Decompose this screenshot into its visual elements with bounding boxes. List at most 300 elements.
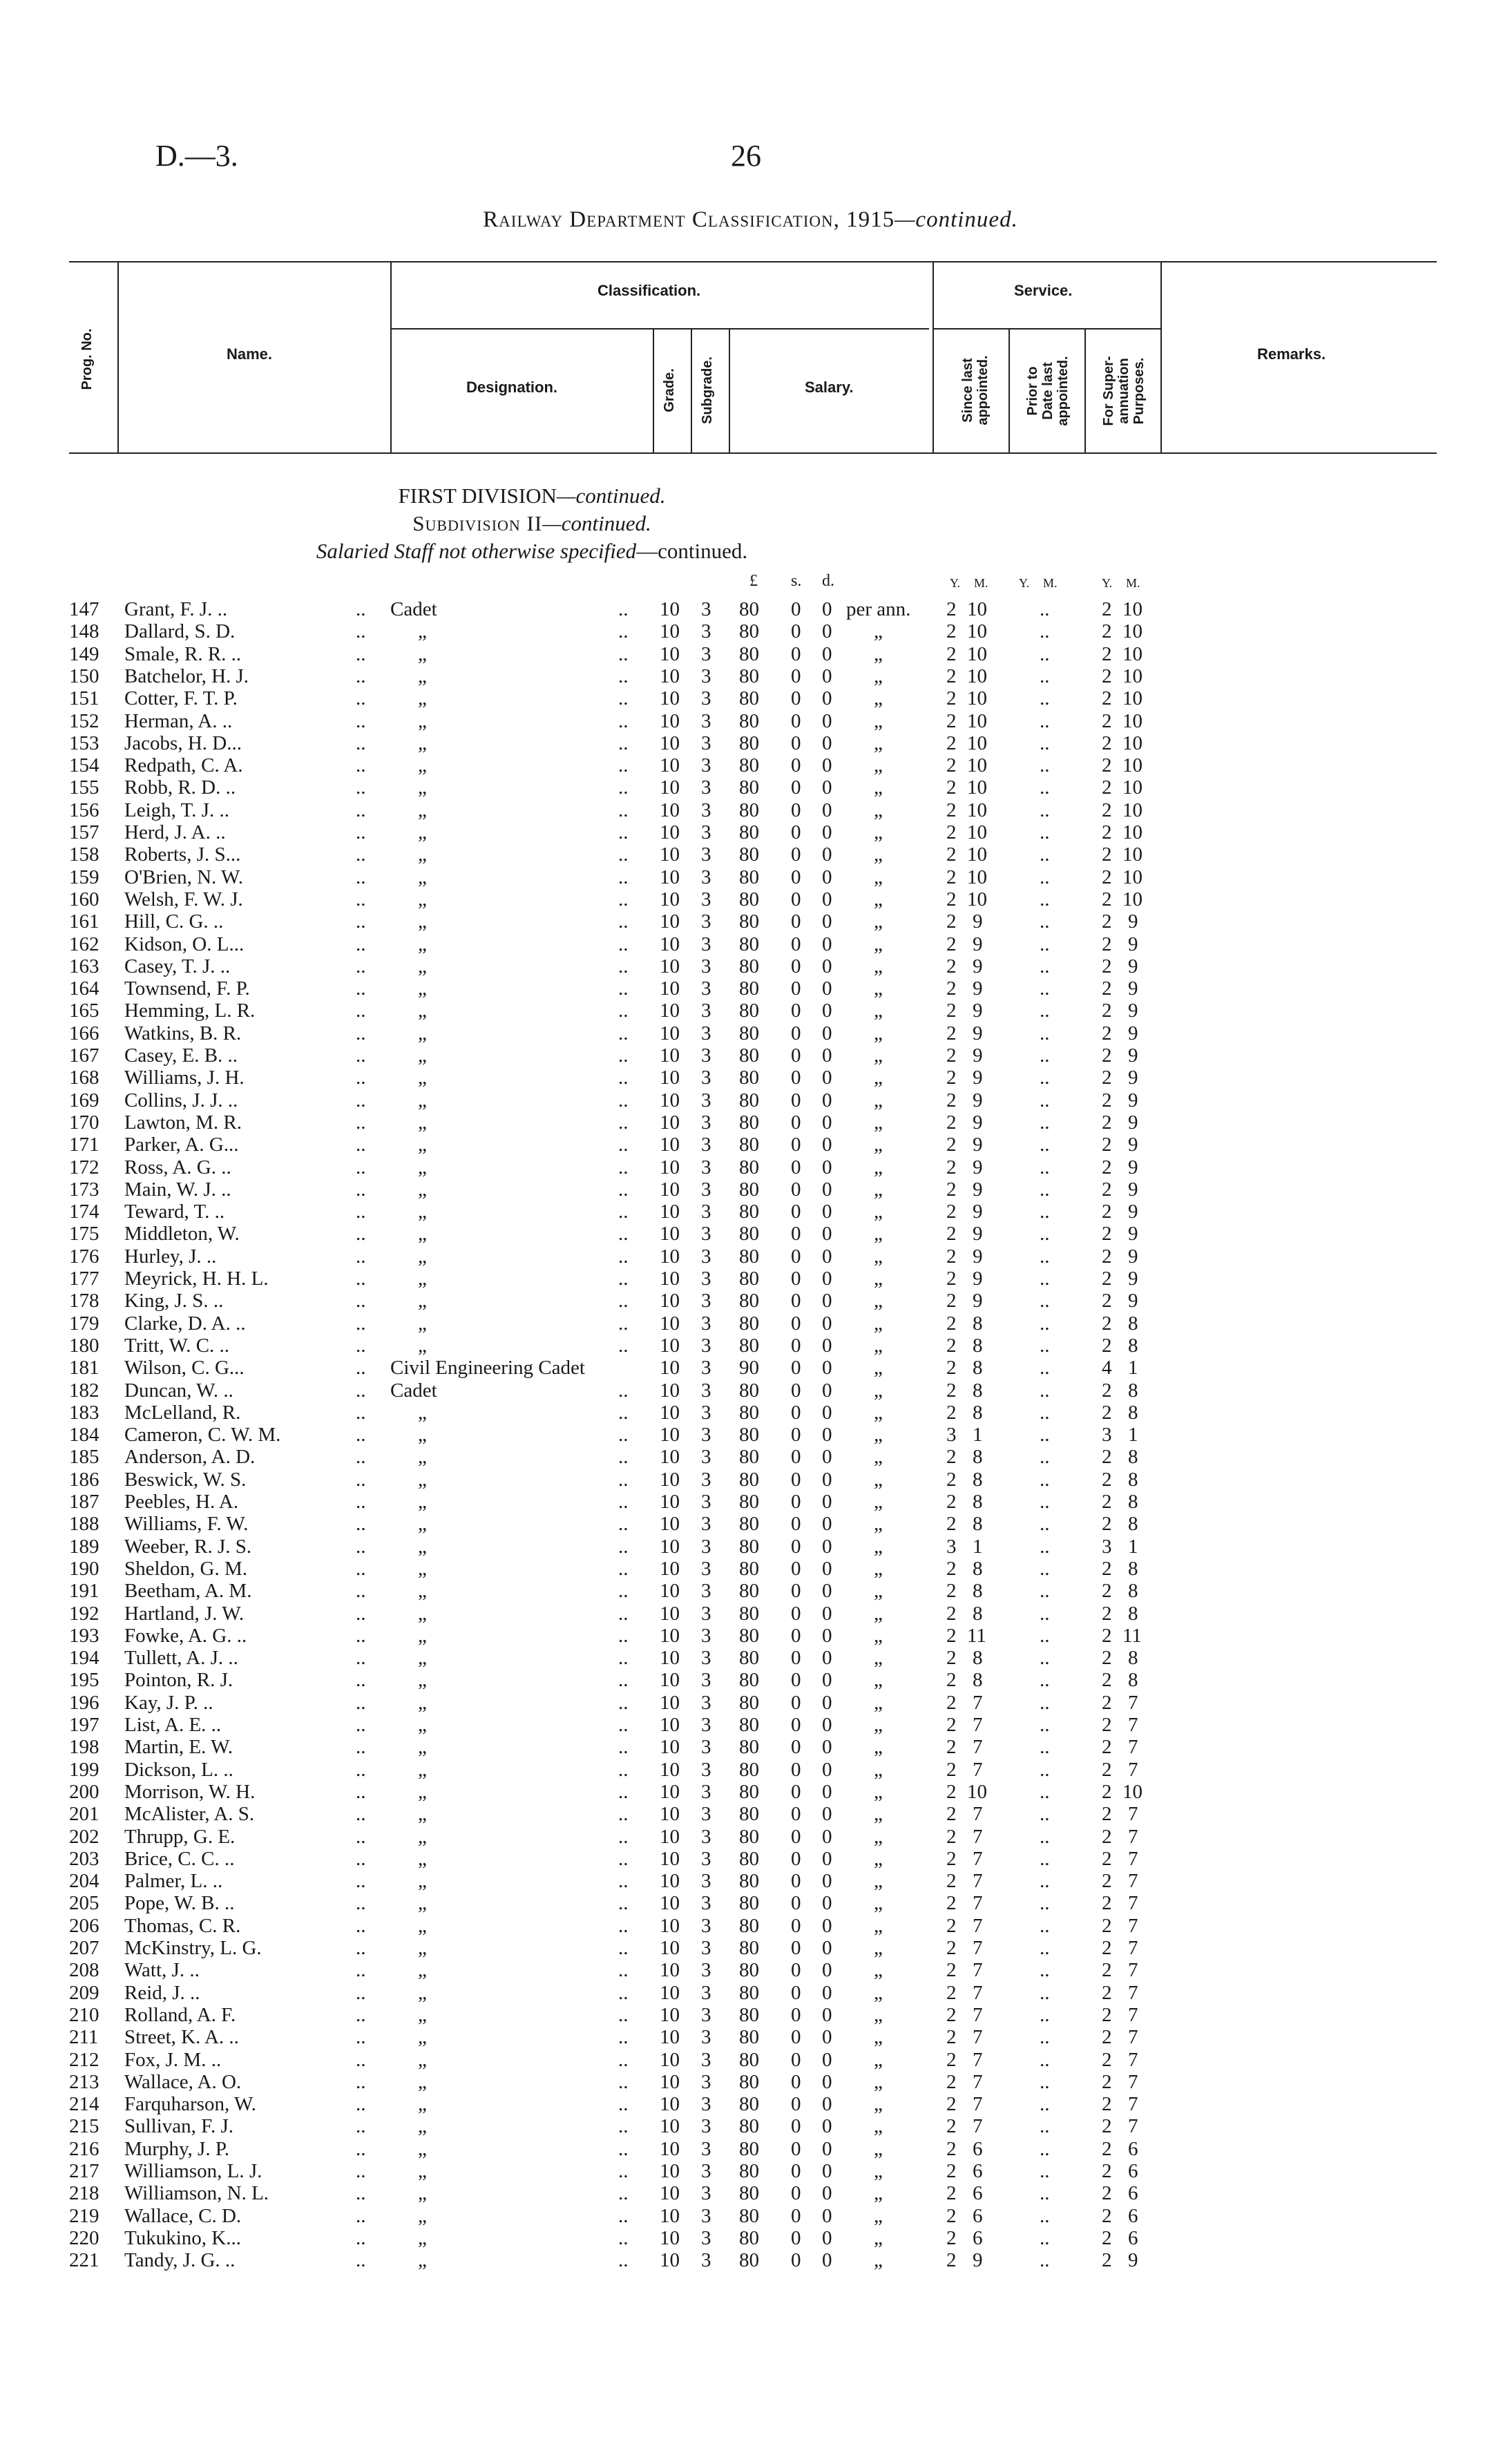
subgrade: 3 bbox=[701, 1780, 711, 1803]
staff-name: Kay, J. P. .. bbox=[124, 1691, 213, 1714]
salary-pounds: 80 bbox=[739, 1290, 759, 1312]
salary-shillings: 0 bbox=[791, 910, 801, 933]
leader-dots: .. bbox=[356, 709, 366, 732]
salary-pounds: 80 bbox=[739, 843, 759, 866]
since-months: 7 bbox=[973, 2048, 983, 2071]
salary-pence: 0 bbox=[822, 1446, 832, 1469]
prior-dots: .. bbox=[1040, 1089, 1050, 1111]
grade: 10 bbox=[660, 1758, 680, 1781]
staff-name: Dickson, L. .. bbox=[124, 1758, 233, 1781]
since-years: 2 bbox=[946, 1268, 957, 1290]
superann-years: 2 bbox=[1102, 1892, 1112, 1915]
leader-dots: .. bbox=[618, 1022, 629, 1044]
grade: 10 bbox=[660, 1000, 680, 1022]
salary-period: „ bbox=[874, 1201, 883, 1223]
leader-dots: .. bbox=[356, 1268, 366, 1290]
leader-dots: .. bbox=[618, 1067, 629, 1089]
salary-pounds: 80 bbox=[739, 1334, 759, 1357]
salary-pounds: 80 bbox=[739, 1691, 759, 1714]
staff-name: Sullivan, F. J. bbox=[124, 2115, 234, 2138]
subgrade: 3 bbox=[701, 2160, 711, 2182]
since-months: 8 bbox=[973, 1468, 983, 1491]
superann-months: 10 bbox=[1122, 1780, 1143, 1803]
salary-pounds: 80 bbox=[739, 1268, 759, 1290]
staff-name: Hartland, J. W. bbox=[124, 1602, 245, 1625]
staff-name: Meyrick, H. H. L. bbox=[124, 1268, 269, 1290]
salary-pounds: 80 bbox=[739, 598, 759, 620]
since-months: 7 bbox=[973, 2115, 983, 2138]
leader-dots: .. bbox=[618, 1892, 629, 1915]
staff-name: Williamson, N. L. bbox=[124, 2182, 269, 2205]
designation: „ bbox=[418, 1602, 427, 1625]
subgrade: 3 bbox=[701, 1067, 711, 1089]
prog-number: 220 bbox=[69, 2226, 99, 2249]
staff-name: Rolland, A. F. bbox=[124, 2003, 236, 2026]
since-years: 2 bbox=[946, 1312, 957, 1335]
salary-pence: 0 bbox=[822, 1870, 832, 1893]
staff-name: Street, K. A. .. bbox=[124, 2026, 239, 2049]
staff-name: Fox, J. M. .. bbox=[124, 2048, 222, 2071]
salary-shillings: 0 bbox=[791, 687, 801, 710]
superann-months: 9 bbox=[1128, 955, 1138, 977]
subgrade: 3 bbox=[701, 1914, 711, 1937]
salary-pence: 0 bbox=[822, 642, 832, 665]
designation: „ bbox=[418, 1847, 427, 1870]
table-row bbox=[0, 1491, 1501, 1513]
leader-dots: .. bbox=[356, 1602, 366, 1625]
salary-pence: 0 bbox=[822, 598, 832, 620]
subgrade: 3 bbox=[701, 1937, 711, 1959]
salary-shillings: 0 bbox=[791, 642, 801, 665]
grade: 10 bbox=[660, 2160, 680, 2182]
subgrade: 3 bbox=[701, 1134, 711, 1156]
superann-years: 2 bbox=[1102, 1602, 1112, 1625]
leader-dots: .. bbox=[618, 1870, 629, 1893]
leader-dots: .. bbox=[356, 1245, 366, 1268]
since-years: 2 bbox=[946, 1892, 957, 1915]
header-salary: Salary. bbox=[805, 379, 854, 396]
prior-dots: .. bbox=[1040, 1580, 1050, 1603]
salary-shillings: 0 bbox=[791, 1714, 801, 1736]
superann-years: 4 bbox=[1102, 1357, 1112, 1379]
prior-dots: .. bbox=[1040, 1959, 1050, 1982]
leader-dots: .. bbox=[356, 1557, 366, 1580]
since-years: 2 bbox=[946, 2204, 957, 2227]
grade: 10 bbox=[660, 1290, 680, 1312]
grade: 10 bbox=[660, 2249, 680, 2272]
superann-years: 3 bbox=[1102, 1424, 1112, 1446]
salary-period: „ bbox=[874, 1691, 883, 1714]
since-months: 10 bbox=[967, 687, 987, 710]
since-years: 2 bbox=[946, 1647, 957, 1670]
salary-pounds: 80 bbox=[739, 799, 759, 821]
salary-pence: 0 bbox=[822, 1424, 832, 1446]
since-months: 9 bbox=[973, 1245, 983, 1268]
superann-years: 2 bbox=[1102, 1624, 1112, 1647]
salary-period: „ bbox=[874, 1714, 883, 1736]
prog-number: 189 bbox=[69, 1535, 99, 1558]
prior-dots: .. bbox=[1040, 1446, 1050, 1469]
col-divider bbox=[117, 261, 119, 452]
prog-number: 208 bbox=[69, 1959, 99, 1982]
grade: 10 bbox=[660, 732, 680, 754]
leader-dots: .. bbox=[356, 2003, 366, 2026]
subgrade: 3 bbox=[701, 1825, 711, 1848]
since-years: 2 bbox=[946, 1803, 957, 1826]
staff-name: Martin, E. W. bbox=[124, 1736, 233, 1759]
prog-number: 199 bbox=[69, 1758, 99, 1781]
salary-period: „ bbox=[874, 1290, 883, 1312]
subgrade: 3 bbox=[701, 642, 711, 665]
since-months: 9 bbox=[973, 1044, 983, 1067]
designation: „ bbox=[418, 2115, 427, 2138]
staff-name: Williams, F. W. bbox=[124, 1513, 249, 1536]
grade: 10 bbox=[660, 799, 680, 821]
superann-years: 2 bbox=[1102, 2026, 1112, 2049]
salary-pence: 0 bbox=[822, 2048, 832, 2071]
salary-period: „ bbox=[874, 1446, 883, 1469]
salary-period: „ bbox=[874, 1401, 883, 1424]
salary-period: „ bbox=[874, 1624, 883, 1647]
salary-pounds: 80 bbox=[739, 1178, 759, 1201]
table-row bbox=[0, 1826, 1501, 1848]
prior-dots: .. bbox=[1040, 1513, 1050, 1536]
table-row bbox=[0, 1089, 1501, 1111]
designation: „ bbox=[418, 1223, 427, 1245]
subgrade: 3 bbox=[701, 1156, 711, 1178]
superann-years: 2 bbox=[1102, 1780, 1112, 1803]
prog-number: 212 bbox=[69, 2048, 99, 2071]
prog-number: 207 bbox=[69, 1937, 99, 1959]
salary-pence: 0 bbox=[822, 1892, 832, 1915]
table-row bbox=[0, 2049, 1501, 2071]
salary-shillings: 0 bbox=[791, 2137, 801, 2160]
since-months: 9 bbox=[973, 955, 983, 977]
salary-period: „ bbox=[874, 2070, 883, 2093]
prior-dots: .. bbox=[1040, 955, 1050, 977]
leader-dots: .. bbox=[356, 2226, 366, 2249]
table-row bbox=[0, 1603, 1501, 1625]
superann-years: 2 bbox=[1102, 2070, 1112, 2093]
prior-dots: .. bbox=[1040, 2182, 1050, 2205]
superann-years: 2 bbox=[1102, 1669, 1112, 1692]
subgrade: 3 bbox=[701, 2093, 711, 2116]
col-divider bbox=[1008, 328, 1010, 452]
superann-months: 9 bbox=[1128, 1268, 1138, 1290]
salary-period: „ bbox=[874, 1803, 883, 1826]
prior-dots: .. bbox=[1040, 732, 1050, 754]
staff-name: Batchelor, H. J. bbox=[124, 665, 249, 687]
salary-pounds: 80 bbox=[739, 933, 759, 955]
superann-years: 2 bbox=[1102, 1089, 1112, 1111]
superann-months: 10 bbox=[1122, 732, 1143, 754]
salary-pence: 0 bbox=[822, 754, 832, 777]
designation: „ bbox=[418, 1959, 427, 1982]
salary-period: „ bbox=[874, 1268, 883, 1290]
grade: 10 bbox=[660, 866, 680, 888]
superann-months: 10 bbox=[1122, 687, 1143, 710]
subgrade: 3 bbox=[701, 709, 711, 732]
superann-years: 3 bbox=[1102, 1535, 1112, 1558]
superann-months: 10 bbox=[1122, 598, 1143, 620]
prog-number: 178 bbox=[69, 1290, 99, 1312]
since-months: 10 bbox=[967, 799, 987, 821]
leader-dots: .. bbox=[618, 1825, 629, 1848]
prog-number: 157 bbox=[69, 821, 99, 843]
leader-dots: .. bbox=[356, 1401, 366, 1424]
superann-years: 2 bbox=[1102, 1468, 1112, 1491]
prior-dots: .. bbox=[1040, 843, 1050, 866]
since-years: 2 bbox=[946, 955, 957, 977]
grade: 10 bbox=[660, 687, 680, 710]
salary-pounds: 80 bbox=[739, 1780, 759, 1803]
since-months: 8 bbox=[973, 1379, 983, 1402]
since-years: 2 bbox=[946, 799, 957, 821]
unit-pound: £ bbox=[749, 572, 758, 590]
salary-shillings: 0 bbox=[791, 2093, 801, 2116]
grade: 10 bbox=[660, 1357, 680, 1379]
grade: 10 bbox=[660, 1022, 680, 1044]
designation: „ bbox=[418, 2048, 427, 2071]
subgrade: 3 bbox=[701, 1580, 711, 1603]
since-months: 9 bbox=[973, 1268, 983, 1290]
designation: „ bbox=[418, 2137, 427, 2160]
grade: 10 bbox=[660, 1647, 680, 1670]
leader-dots: .. bbox=[618, 1535, 629, 1558]
table-row bbox=[0, 1736, 1501, 1758]
prog-number: 200 bbox=[69, 1780, 99, 1803]
prog-number: 162 bbox=[69, 933, 99, 955]
designation: „ bbox=[418, 1245, 427, 1268]
leader-dots: .. bbox=[618, 843, 629, 866]
leader-dots: .. bbox=[356, 1312, 366, 1335]
salary-shillings: 0 bbox=[791, 799, 801, 821]
leader-dots: .. bbox=[618, 1847, 629, 1870]
superann-years: 2 bbox=[1102, 843, 1112, 866]
salary-pounds: 80 bbox=[739, 1669, 759, 1692]
prog-number: 147 bbox=[69, 598, 99, 620]
table-row bbox=[0, 1536, 1501, 1558]
superann-months: 9 bbox=[1128, 1201, 1138, 1223]
superann-years: 2 bbox=[1102, 1000, 1112, 1022]
salary-pence: 0 bbox=[822, 1245, 832, 1268]
since-months: 9 bbox=[973, 1000, 983, 1022]
leader-dots: .. bbox=[356, 1825, 366, 1848]
salary-shillings: 0 bbox=[791, 1847, 801, 1870]
salary-pence: 0 bbox=[822, 1089, 832, 1111]
salary-pence: 0 bbox=[822, 1825, 832, 1848]
leader-dots: .. bbox=[618, 620, 629, 643]
superann-years: 2 bbox=[1102, 866, 1112, 888]
superann-years: 2 bbox=[1102, 799, 1112, 821]
designation: „ bbox=[418, 1736, 427, 1759]
grade: 10 bbox=[660, 1201, 680, 1223]
salary-period: „ bbox=[874, 1156, 883, 1178]
since-months: 7 bbox=[973, 1758, 983, 1781]
since-months: 10 bbox=[967, 1780, 987, 1803]
salary-period: „ bbox=[874, 910, 883, 933]
prog-number: 209 bbox=[69, 1981, 99, 2004]
subgrade: 3 bbox=[701, 1089, 711, 1111]
table-row bbox=[0, 1357, 1501, 1379]
prog-number: 204 bbox=[69, 1870, 99, 1893]
subgrade: 3 bbox=[701, 1959, 711, 1982]
salary-pence: 0 bbox=[822, 2070, 832, 2093]
salary-pence: 0 bbox=[822, 1268, 832, 1290]
salary-period: „ bbox=[874, 1424, 883, 1446]
since-months: 8 bbox=[973, 1557, 983, 1580]
since-months: 9 bbox=[973, 1134, 983, 1156]
prior-dots: .. bbox=[1040, 1357, 1050, 1379]
designation: „ bbox=[418, 732, 427, 754]
salary-pence: 0 bbox=[822, 2160, 832, 2182]
since-years: 2 bbox=[946, 1758, 957, 1781]
since-years: 2 bbox=[946, 1334, 957, 1357]
salary-pence: 0 bbox=[822, 1624, 832, 1647]
superann-months: 6 bbox=[1128, 2182, 1138, 2205]
prior-dots: .. bbox=[1040, 1557, 1050, 1580]
salary-pounds: 80 bbox=[739, 2182, 759, 2205]
salary-pence: 0 bbox=[822, 1491, 832, 1513]
since-years: 3 bbox=[946, 1535, 957, 1558]
superann-years: 2 bbox=[1102, 2182, 1112, 2205]
subgrade: 3 bbox=[701, 2182, 711, 2205]
salary-pounds: 80 bbox=[739, 1424, 759, 1446]
salary-pence: 0 bbox=[822, 1067, 832, 1089]
staff-name: Casey, T. J. .. bbox=[124, 955, 231, 977]
since-years: 2 bbox=[946, 754, 957, 777]
since-years: 2 bbox=[946, 1669, 957, 1692]
superann-years: 2 bbox=[1102, 754, 1112, 777]
since-months: 10 bbox=[967, 732, 987, 754]
designation: „ bbox=[418, 1067, 427, 1089]
salary-pence: 0 bbox=[822, 1513, 832, 1536]
salary-shillings: 0 bbox=[791, 1290, 801, 1312]
since-months: 10 bbox=[967, 821, 987, 843]
salary-period: „ bbox=[874, 1245, 883, 1268]
salary-pounds: 80 bbox=[739, 687, 759, 710]
salary-shillings: 0 bbox=[791, 1446, 801, 1469]
since-years: 2 bbox=[946, 866, 957, 888]
salary-period: „ bbox=[874, 2160, 883, 2182]
salary-pounds: 80 bbox=[739, 1201, 759, 1223]
since-months: 10 bbox=[967, 709, 987, 732]
staff-name: Palmer, L. .. bbox=[124, 1870, 223, 1893]
salary-period: „ bbox=[874, 2137, 883, 2160]
superann-years: 2 bbox=[1102, 1312, 1112, 1335]
leader-dots: .. bbox=[618, 1401, 629, 1424]
superann-years: 2 bbox=[1102, 2048, 1112, 2071]
subgrade: 3 bbox=[701, 2249, 711, 2272]
salary-pounds: 80 bbox=[739, 2204, 759, 2227]
since-years: 2 bbox=[946, 1401, 957, 1424]
staff-name: Brice, C. C. .. bbox=[124, 1847, 235, 1870]
prior-dots: .. bbox=[1040, 709, 1050, 732]
subgrade: 3 bbox=[701, 1513, 711, 1536]
since-years: 2 bbox=[946, 1379, 957, 1402]
prior-dots: .. bbox=[1040, 1602, 1050, 1625]
salary-pence: 0 bbox=[822, 1580, 832, 1603]
designation: „ bbox=[418, 1312, 427, 1335]
superann-months: 9 bbox=[1128, 1000, 1138, 1022]
salary-pounds: 80 bbox=[739, 2160, 759, 2182]
table-row bbox=[0, 598, 1501, 620]
salary-pounds: 80 bbox=[739, 1089, 759, 1111]
grade: 10 bbox=[660, 1669, 680, 1692]
since-years: 2 bbox=[946, 1000, 957, 1022]
prog-number: 184 bbox=[69, 1424, 99, 1446]
leader-dots: .. bbox=[618, 1334, 629, 1357]
leader-dots: .. bbox=[618, 687, 629, 710]
salary-pence: 0 bbox=[822, 2003, 832, 2026]
leader-dots: .. bbox=[356, 1357, 366, 1379]
prior-dots: .. bbox=[1040, 2115, 1050, 2138]
header-service: Service. bbox=[1014, 282, 1073, 299]
leader-dots: .. bbox=[618, 709, 629, 732]
leader-dots: .. bbox=[356, 1379, 366, 1402]
salary-period: „ bbox=[874, 1044, 883, 1067]
designation: „ bbox=[418, 1825, 427, 1848]
superann-years: 2 bbox=[1102, 1401, 1112, 1424]
leader-dots: .. bbox=[618, 866, 629, 888]
salary-pounds: 80 bbox=[739, 1647, 759, 1670]
staff-name: Farquharson, W. bbox=[124, 2093, 256, 2116]
leader-dots: .. bbox=[618, 1959, 629, 1982]
subgrade: 3 bbox=[701, 620, 711, 643]
leader-dots: .. bbox=[356, 754, 366, 777]
since-years: 2 bbox=[946, 1044, 957, 1067]
salary-shillings: 0 bbox=[791, 977, 801, 1000]
leader-dots: .. bbox=[356, 1892, 366, 1915]
leader-dots: .. bbox=[618, 732, 629, 754]
since-months: 8 bbox=[973, 1401, 983, 1424]
salary-shillings: 0 bbox=[791, 1245, 801, 1268]
salary-pence: 0 bbox=[822, 1156, 832, 1178]
salary-shillings: 0 bbox=[791, 665, 801, 687]
leader-dots: .. bbox=[356, 1914, 366, 1937]
since-months: 9 bbox=[973, 1089, 983, 1111]
leader-dots: .. bbox=[618, 1000, 629, 1022]
designation: „ bbox=[418, 2070, 427, 2093]
leader-dots: .. bbox=[618, 1201, 629, 1223]
grade: 10 bbox=[660, 1981, 680, 2004]
designation: „ bbox=[418, 843, 427, 866]
prior-dots: .. bbox=[1040, 665, 1050, 687]
superann-years: 2 bbox=[1102, 2204, 1112, 2227]
grade: 10 bbox=[660, 1602, 680, 1625]
staff-name: Cotter, F. T. P. bbox=[124, 687, 238, 710]
salary-pence: 0 bbox=[822, 2226, 832, 2249]
superann-months: 9 bbox=[1128, 2249, 1138, 2272]
prog-number: 160 bbox=[69, 888, 99, 910]
prog-number: 180 bbox=[69, 1334, 99, 1357]
prog-number: 194 bbox=[69, 1647, 99, 1670]
salary-pounds: 80 bbox=[739, 754, 759, 777]
prior-dots: .. bbox=[1040, 1223, 1050, 1245]
superann-months: 9 bbox=[1128, 1089, 1138, 1111]
since-years: 2 bbox=[946, 2026, 957, 2049]
prog-number: 191 bbox=[69, 1580, 99, 1603]
salary-shillings: 0 bbox=[791, 1780, 801, 1803]
superann-months: 7 bbox=[1128, 1870, 1138, 1893]
salary-pounds: 80 bbox=[739, 2070, 759, 2093]
staff-name: Wallace, C. D. bbox=[124, 2204, 242, 2227]
since-years: 2 bbox=[946, 2048, 957, 2071]
subgrade: 3 bbox=[701, 1357, 711, 1379]
salary-period: „ bbox=[874, 2048, 883, 2071]
leader-dots: .. bbox=[356, 1870, 366, 1893]
salary-period: „ bbox=[874, 1513, 883, 1536]
